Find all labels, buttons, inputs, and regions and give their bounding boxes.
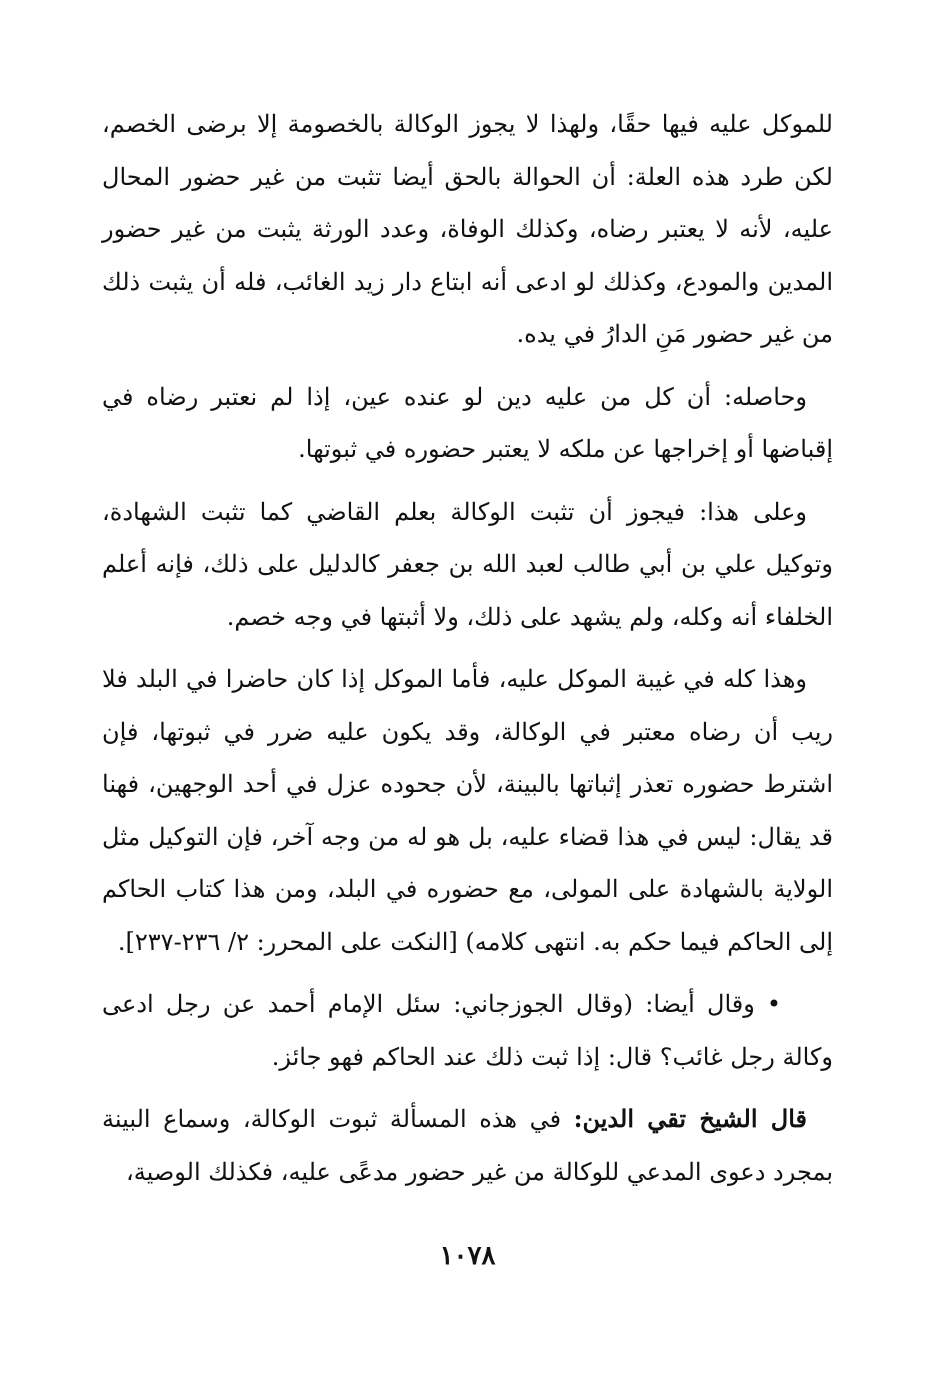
paragraph-5-text: وقال أيضا: (وقال الجوزجاني: سئل الإمام أحمد عن رجل ادعى وكالة رجل غائب؟ قال: إذا ثبت ذلك عند الحاكم فهو جائز. [102,990,833,1071]
paragraph-4-text: وهذا كله في غيبة الموكل عليه، فأما الموكل إذا كان حاضرا في البلد فلا ريب أن رضاه معتبر في الوكالة، وقد يكون عليه ضرر في ثبوتها، فإن اشترط حضوره تعذر إثباتها بالبينة، لأن جحوده عزل في أحد الوجهين، فهنا قد يقال: ليس في هذا قضاء عليه، بل هو له من وجه آخر، فإن التوكيل مثل الولاية بالشهادة على المولى، مع حضوره في البلد، ومن هذا كتاب الحاكم إلى الحاكم فيما حكم به. انتهى كلامه) [102,665,833,956]
paragraph-3: وعلى هذا: فيجوز أن تثبت الوكالة بعلم القاضي كما تثبت الشهادة، وتوكيل علي بن أبي طالب لعبد الله بن جعفر كالدليل على ذلك، فإنه أعلم الخلفاء أنه وكله، ولم يشهد على ذلك، ولا أثبتها في وجه خصم. [102,497,833,631]
speaker-name: قال الشيخ تقي الدين: [573,1104,808,1133]
paragraph-1: للموكل عليه فيها حقًا، ولهذا لا يجوز الوكالة بالخصومة إلا برضى الخصم، لكن طرد هذه العلة: أن الحوالة بالحق أيضا تثبت من غير حضور المحال عليه، لأنه لا يعتبر رضاه، وكذلك الوفاة، وعدد الورثة يثبت من غير حضور المدين والمودع، وكذلك لو ادعى أنه ابتاع دار زيد الغائب، فله أن يثبت ذلك من غير حضور مَنِ الدارُ في يده. [102,110,833,348]
bullet-icon: • [766,990,781,1018]
paragraph-4 [102,653,833,968]
paragraph-5 [102,978,833,1083]
paragraph-6 [102,1093,833,1198]
paragraph-6-text: في هذه المسألة ثبوت الوكالة، وسماع البينة بمجرد دعوى المدعي للوكالة من غير حضور مدعًى عليه، فكذلك الوصية، [102,1105,833,1186]
citation: [النكت على المحرر: ٢/ ٢٣٦-٢٣٧]. [117,927,466,956]
page-number: ١٠٧٨ [439,1241,496,1271]
paragraph-2: وحاصله: أن كل من عليه دين لو عنده عين، إذا لم نعتبر رضاه في إقباضها أو إخراجها عن ملكه لا يعتبر حضوره في ثبوتها. [102,382,833,463]
document-body [102,98,833,1208]
